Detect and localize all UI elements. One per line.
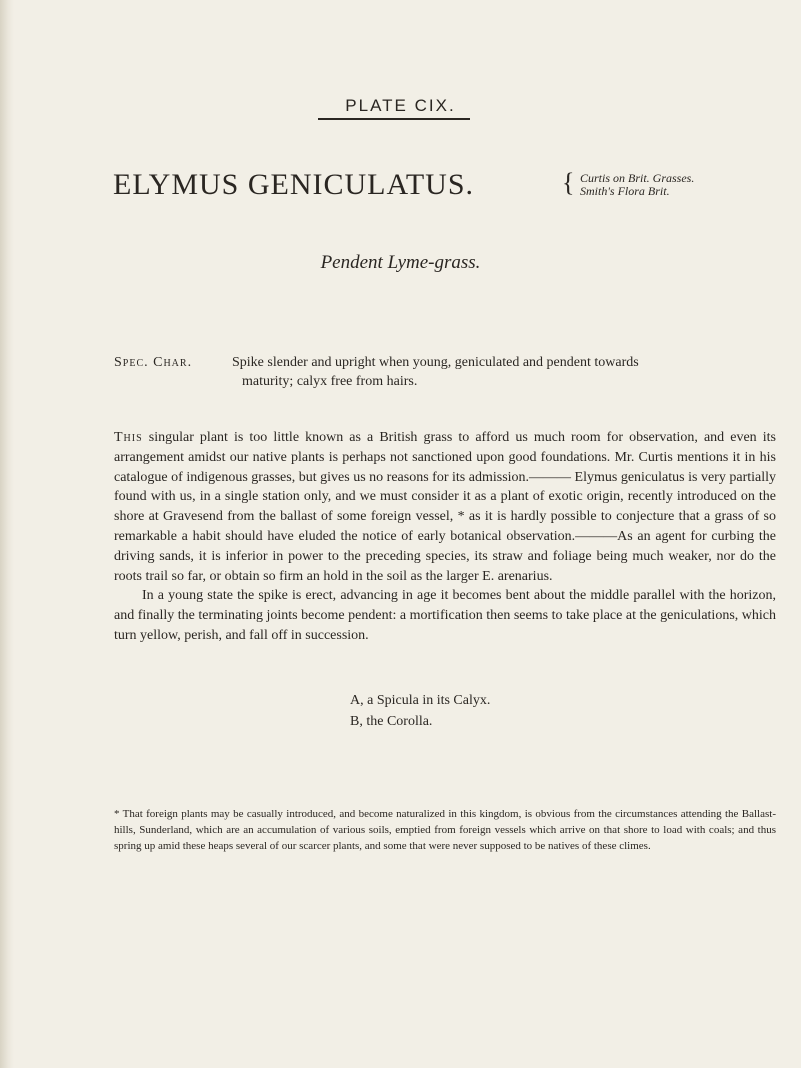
spec-label: Spec. Char.: [114, 355, 193, 370]
footnote: * That foreign plants may be casually introduced, and become naturalized in this kingdom, is obvious from the circumstances attending the Ballast-hills, Sunderland, which are an accumulation of various soils, emptied from foreign vessels which arrive on that shore to load with coals; and thus spring up amid these heaps several of our scarcer plants, and some that were never supposed to be natives of these climes.: [114, 808, 776, 852]
paragraph-1-text: singular plant is too little known as a British grass to afford us much room for observation, and even its arrangement amidst our native plants is perhaps not sanctioned upon good foundations. Mr. Curtis mentions it in his catalogue of indigenous grasses, but gives us no reasons for its admission.——— Elymus geniculatus is very partially found with us, in a single station only, and we must consider it as a plant of exotic origin, recently introduced on the shore at Gravesend from the ballast of some foreign vessel, * as it is hardly possible to conjecture that a grass of so remarkable a habit should have eluded the notice of early botanical observation.———As an agent for curbing the driving sands, it is inferior in power to the preceding species, its straw and foliage being much weaker, nor do the roots trail so far, or obtain so firm an hold in the soil as the larger E. arenarius.: [114, 430, 776, 584]
title-row: [0, 164, 801, 204]
figure-a: A, a Spicula in its Calyx.: [350, 693, 491, 708]
reference-curtis: Curtis on Brit. Grasses.: [580, 171, 695, 185]
lead-word: This: [114, 430, 143, 445]
specific-character: [114, 353, 774, 391]
plate-rule: [318, 118, 470, 120]
paragraph-1: [114, 428, 776, 586]
reference-brace: {: [562, 168, 575, 197]
paragraph-2: In a young state the spike is erect, advancing in age it becomes bent about the middle parallel with the horizon, and finally the terminating joints become pendent: a mortification then seems to take place at the geniculations, which turn yellow, perish, and fall off in succession.: [114, 588, 776, 643]
spec-line-2: maturity; calyx free from hairs.: [242, 374, 418, 389]
species-title: ELYMUS GENICULATUS.: [113, 168, 474, 201]
plate-number: PLATE CIX.: [345, 96, 456, 115]
figure-b: B, the Corolla.: [350, 714, 433, 729]
spec-line-1: Spike slender and upright when young, geniculated and pendent towards: [232, 355, 639, 370]
figure-legend: [350, 690, 490, 732]
body-text: [114, 428, 776, 646]
reference-smith: Smith's Flora Brit.: [580, 184, 670, 198]
common-name: Pendent Lyme-grass.: [320, 252, 481, 273]
references: [580, 172, 694, 198]
spec-text: [232, 353, 774, 391]
page-edge: [0, 0, 14, 1068]
